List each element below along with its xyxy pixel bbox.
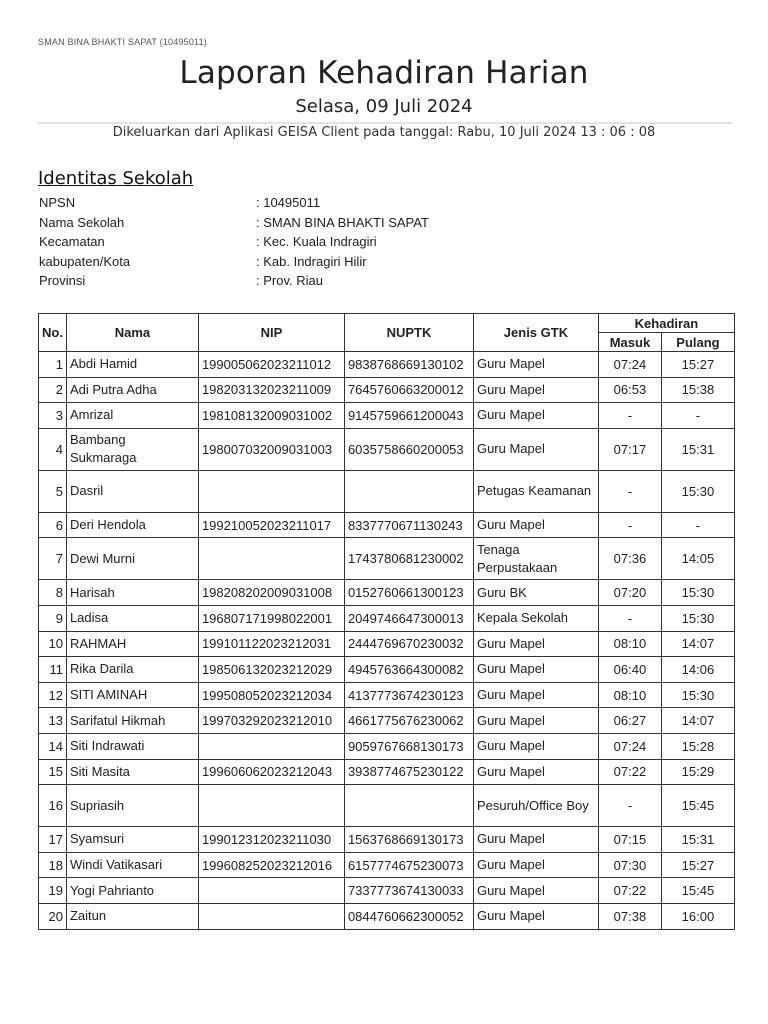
school-name-caption: SMAN BINA BHAKTI SAPAT (10495011) [38,37,207,47]
cell-nuptk: 1743780681230002 [344,538,473,580]
cell-gtk-type: Guru Mapel [473,878,598,904]
table-row [39,733,735,759]
cell-out: 15:30 [661,580,734,606]
cell-name: Rika Darila [66,657,198,683]
cell-in: - [598,512,661,538]
cell-nuptk: 0844760662300052 [344,903,473,929]
cell-gtk-type: Guru Mapel [473,512,598,538]
cell-nuptk: 2444769670230032 [344,631,473,657]
cell-nuptk: 1563768669130173 [344,827,473,853]
cell-nuptk: 7337773674130033 [344,878,473,904]
cell-in: 08:10 [598,682,661,708]
table-row [39,470,735,512]
table-row [39,852,735,878]
cell-name: Amrizal [66,403,198,429]
cell-in: 06:53 [598,377,661,403]
cell-nuptk: 9059767668130173 [344,733,473,759]
cell-no: 20 [39,903,67,929]
cell-gtk-type: Guru Mapel [473,903,598,929]
cell-nip: 198506132023212029 [198,657,344,683]
cell-out: 14:06 [661,657,734,683]
identity-label: kabupaten/Kota [39,253,131,269]
cell-out: 15:31 [661,827,734,853]
cell-out: - [661,403,734,429]
cell-in: - [598,470,661,512]
col-header-nip: NIP [198,314,344,352]
cell-nuptk: 3938774675230122 [344,759,473,785]
cell-nip [198,470,344,512]
cell-no: 8 [39,580,67,606]
cell-gtk-type: Guru Mapel [473,428,598,470]
cell-no: 19 [39,878,67,904]
identity-value: : Kec. Kuala Indragiri [256,234,377,249]
cell-nip [198,538,344,580]
identity-label: Nama Sekolah [39,214,125,230]
cell-nuptk: 9145759661200043 [344,403,473,429]
cell-nip: 199101122023212031 [198,631,344,657]
cell-no: 9 [39,605,67,631]
attendance-rows [39,352,735,930]
cell-out: 15:45 [661,785,734,827]
cell-name: Supriasih [66,785,198,827]
table-row [39,827,735,853]
cell-out: 14:05 [661,538,734,580]
cell-name: Siti Indrawati [66,733,198,759]
col-header-no: No. [39,314,67,352]
identity-value: : Kab. Indragiri Hilir [256,253,367,269]
cell-nuptk: 4137773674230123 [344,682,473,708]
report-date: Selasa, 09 Juli 2024 [295,96,473,117]
cell-name: RAHMAH [66,631,198,657]
cell-in: 07:38 [598,903,661,929]
identity-label: Kecamatan [39,234,105,249]
report-title: Laporan Kehadiran Harian [179,55,589,91]
cell-in: 07:20 [598,580,661,606]
cell-out: 15:27 [661,852,734,878]
identity-row-district [38,234,638,254]
cell-nip [198,903,344,929]
cell-gtk-type: Guru Mapel [473,733,598,759]
table-row [39,878,735,904]
cell-nuptk: 4945763664300082 [344,657,473,683]
col-header-in: Masuk [598,333,661,352]
table-row [39,428,735,470]
table-row [39,377,735,403]
cell-no: 6 [39,512,67,538]
cell-gtk-type: Tenaga Perpustakaan [473,538,598,580]
attendance-table [38,313,735,930]
cell-name: Sarifatul Hikmah [66,708,198,734]
cell-nuptk: 6035758660200053 [344,428,473,470]
cell-name: Yogi Pahrianto [66,878,198,904]
cell-name: Harisah [66,580,198,606]
cell-no: 14 [39,733,67,759]
cell-nuptk: 4661775676230062 [344,708,473,734]
cell-in: 07:22 [598,878,661,904]
cell-nuptk [344,470,473,512]
table-row [39,682,735,708]
cell-in: 07:30 [598,852,661,878]
table-row [39,785,735,827]
cell-in: 08:10 [598,631,661,657]
cell-out: 15:27 [661,352,734,378]
cell-gtk-type: Guru Mapel [473,657,598,683]
cell-out: - [661,512,734,538]
table-row [39,580,735,606]
cell-nuptk [344,785,473,827]
identity-row-school-name [38,215,638,235]
cell-no: 11 [39,657,67,683]
cell-nip: 199703292023212010 [198,708,344,734]
cell-nip: 198007032009031003 [198,428,344,470]
cell-out: 14:07 [661,708,734,734]
identity-row-npsn [38,195,638,215]
cell-in: 07:24 [598,733,661,759]
cell-nip [198,733,344,759]
cell-no: 15 [39,759,67,785]
table-row [39,759,735,785]
cell-in: 07:24 [598,352,661,378]
cell-out: 15:38 [661,377,734,403]
cell-in: 07:36 [598,538,661,580]
table-row [39,708,735,734]
cell-in: - [598,785,661,827]
cell-no: 18 [39,852,67,878]
cell-nip: 196807171998022001 [198,605,344,631]
cell-name: Siti Masita [66,759,198,785]
issued-note: Dikeluarkan dari Aplikasi GEISA Client pada tanggal: Rabu, 10 Juli 2024 13 : 06 : 08 [112,125,656,140]
table-row [39,657,735,683]
table-row [39,903,735,929]
cell-in: 06:27 [598,708,661,734]
cell-gtk-type: Guru Mapel [473,827,598,853]
identity-label: NPSN [39,195,76,210]
cell-no: 17 [39,827,67,853]
cell-no: 13 [39,708,67,734]
cell-nuptk: 0152760661300123 [344,580,473,606]
cell-no: 3 [39,403,67,429]
cell-nuptk: 2049746647300013 [344,605,473,631]
cell-nip: 199210052023211017 [198,512,344,538]
cell-in: - [598,403,661,429]
cell-in: - [598,605,661,631]
cell-name: Adi Putra Adha [66,377,198,403]
cell-nip: 199005062023211012 [198,352,344,378]
identity-label: Provinsi [39,273,86,288]
cell-name: Windi Vatikasari [66,852,198,878]
cell-gtk-type: Guru Mapel [473,352,598,378]
table-row [39,538,735,580]
cell-out: 15:30 [661,470,734,512]
cell-gtk-type: Kepala Sekolah [473,605,598,631]
table-row [39,605,735,631]
cell-out: 15:29 [661,759,734,785]
col-header-attendance: Kehadiran [598,314,734,333]
table-row [39,352,735,378]
cell-name: Dasril [66,470,198,512]
cell-nip: 199508052023212034 [198,682,344,708]
cell-gtk-type: Guru Mapel [473,682,598,708]
cell-nip: 199608252023212016 [198,852,344,878]
cell-name: Ladisa [66,605,198,631]
cell-nip: 198208202009031008 [198,580,344,606]
cell-nip [198,785,344,827]
cell-out: 15:28 [661,733,734,759]
cell-name: Deri Hendola [66,512,198,538]
cell-gtk-type: Guru Mapel [473,852,598,878]
cell-nuptk: 6157774675230073 [344,852,473,878]
col-header-name: Nama [66,314,198,352]
cell-gtk-type: Guru Mapel [473,403,598,429]
cell-out: 15:45 [661,878,734,904]
cell-no: 7 [39,538,67,580]
cell-nuptk: 7645760663200012 [344,377,473,403]
cell-gtk-type: Guru Mapel [473,708,598,734]
cell-nuptk: 8337770671130243 [344,512,473,538]
cell-no: 2 [39,377,67,403]
cell-name: Zaitun [66,903,198,929]
cell-nip: 199606062023212043 [198,759,344,785]
cell-name: Abdi Hamid [66,352,198,378]
cell-nip: 199012312023211030 [198,827,344,853]
cell-out: 15:31 [661,428,734,470]
identity-value: : Prov. Riau [256,273,323,288]
cell-gtk-type: Guru BK [473,580,598,606]
table-row [39,403,735,429]
table-row [39,512,735,538]
cell-no: 4 [39,428,67,470]
cell-in: 07:17 [598,428,661,470]
col-header-out: Pulang [661,333,734,352]
identity-value: : 10495011 [256,195,321,210]
cell-no: 1 [39,352,67,378]
cell-name: Bambang Sukmaraga [66,428,198,470]
identity-row-regency [38,254,638,274]
identity-section-title: Identitas Sekolah [38,168,194,189]
cell-out: 14:07 [661,631,734,657]
cell-gtk-type: Pesuruh/Office Boy [473,785,598,827]
cell-name: SITI AMINAH [66,682,198,708]
cell-name: Dewi Murni [66,538,198,580]
cell-gtk-type: Guru Mapel [473,377,598,403]
cell-out: 15:30 [661,605,734,631]
cell-nip: 198108132009031002 [198,403,344,429]
cell-no: 10 [39,631,67,657]
cell-nip [198,878,344,904]
cell-nuptk: 9838768669130102 [344,352,473,378]
col-header-nuptk: NUPTK [344,314,473,352]
cell-name: Syamsuri [66,827,198,853]
cell-in: 07:22 [598,759,661,785]
cell-no: 5 [39,470,67,512]
identity-list [38,195,638,293]
identity-value: : SMAN BINA BHAKTI SAPAT [256,214,429,230]
cell-no: 16 [39,785,67,827]
identity-row-province [38,273,638,293]
cell-in: 07:15 [598,827,661,853]
cell-nip: 198203132023211009 [198,377,344,403]
cell-out: 16:00 [661,903,734,929]
header-divider [38,122,732,124]
cell-no: 12 [39,682,67,708]
cell-gtk-type: Guru Mapel [473,759,598,785]
cell-gtk-type: Guru Mapel [473,631,598,657]
cell-in: 06:40 [598,657,661,683]
col-header-gtk-type: Jenis GTK [473,314,598,352]
cell-out: 15:30 [661,682,734,708]
cell-gtk-type: Petugas Keamanan [473,470,598,512]
table-row [39,631,735,657]
